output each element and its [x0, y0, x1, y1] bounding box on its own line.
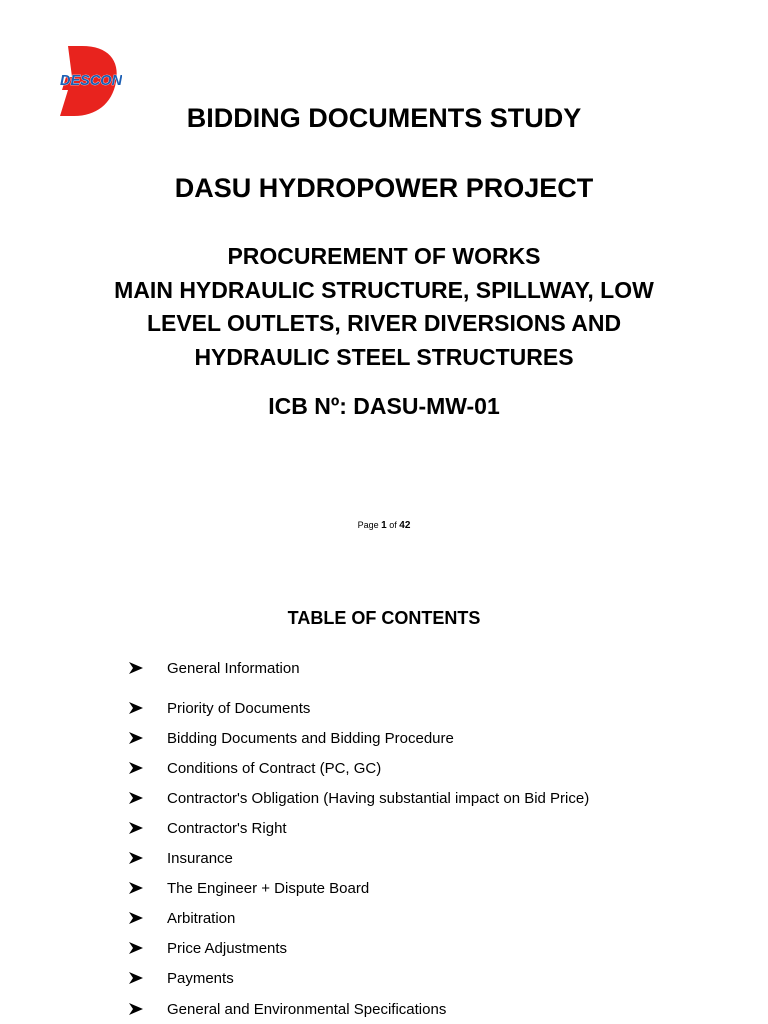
toc-item-label: Payments: [167, 969, 234, 987]
project-name: DASU HYDROPOWER PROJECT: [174, 173, 594, 203]
arrowhead-bullet-icon: [128, 851, 144, 865]
page-of: of: [389, 520, 397, 530]
toc-item: [128, 847, 233, 869]
toc-item-label: Contractor's Right: [167, 819, 287, 837]
toc-item-label: Bidding Documents and Bidding Procedure: [167, 729, 454, 747]
toc-item-label: Arbitration: [167, 909, 236, 927]
procurement-line: MAIN HYDRAULIC STRUCTURE, SPILLWAY, LOW: [114, 276, 654, 303]
toc-title: TABLE OF CONTENTS: [287, 608, 481, 628]
document-title: BIDDING DOCUMENTS STUDY: [186, 103, 582, 133]
procurement-line: LEVEL OUTLETS, RIVER DIVERSIONS AND: [146, 310, 622, 336]
arrowhead-bullet-icon: [128, 911, 144, 925]
toc-item-label: Contractor's Obligation (Having substantial impact on Bid Price): [167, 789, 590, 807]
toc-item: [128, 697, 310, 719]
toc-item-label: Price Adjustments: [167, 939, 288, 957]
toc-item: [128, 877, 369, 899]
toc-item-label: Priority of Documents: [167, 699, 311, 717]
arrowhead-bullet-icon: [128, 791, 144, 805]
arrowhead-bullet-icon: [128, 881, 144, 895]
toc-item-label: General and Environmental Specifications: [167, 1000, 447, 1018]
procurement-line: PROCUREMENT OF WORKS: [227, 243, 541, 269]
arrowhead-bullet-icon: [128, 661, 144, 675]
toc-item-label: General Information: [167, 659, 300, 677]
toc-item: [128, 967, 234, 989]
page-prefix: Page: [357, 520, 379, 530]
toc-item: [128, 998, 446, 1020]
logo-text: DESCON: [60, 73, 122, 89]
arrowhead-bullet-icon: [128, 971, 144, 985]
arrowhead-bullet-icon: [128, 1002, 144, 1016]
procurement-line: HYDRAULIC STEEL STRUCTURES: [194, 343, 574, 370]
icb-number: ICB Nº: DASU-MW-01: [268, 393, 500, 419]
arrowhead-bullet-icon: [128, 731, 144, 745]
arrowhead-bullet-icon: [128, 761, 144, 775]
toc-item-label: Conditions of Contract (PC, GC): [167, 759, 382, 777]
toc-item: [128, 757, 381, 779]
page-number: [0, 519, 768, 532]
page-total: 42: [399, 520, 411, 531]
toc-item: [128, 907, 235, 929]
toc-item: [128, 937, 287, 959]
arrowhead-bullet-icon: [128, 821, 144, 835]
toc-item: [128, 727, 454, 749]
arrowhead-bullet-icon: [128, 701, 144, 715]
toc-item-label: The Engineer + Dispute Board: [167, 879, 370, 897]
page-current: 1: [381, 520, 387, 531]
toc-item: [128, 817, 287, 839]
toc-item: [128, 787, 589, 809]
toc-item-label: Insurance: [167, 849, 233, 867]
arrowhead-bullet-icon: [128, 941, 144, 955]
procurement-block: [0, 240, 768, 374]
toc-item: [128, 657, 300, 679]
